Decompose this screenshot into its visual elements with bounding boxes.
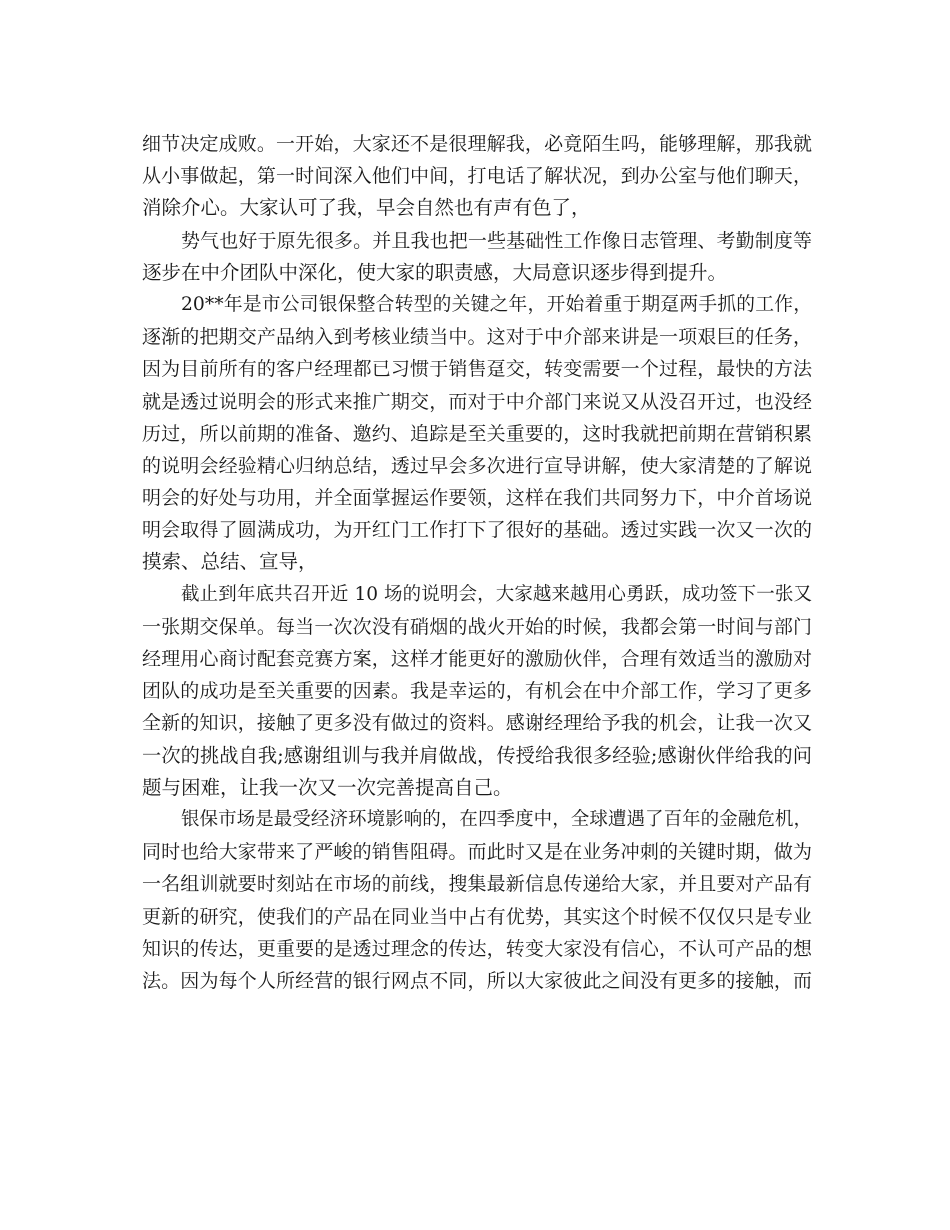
text-line: 的说明会经验精心归纳总结，透过早会多次进行宣导讲解，使大家清楚的了解说 xyxy=(142,454,812,477)
text-line: 就是透过说明会的形式来推广期交，而对于中介部门来说又从没召开过，也没经 xyxy=(142,390,812,413)
text-line: 明会的好处与功用，并全面掌握运作要领，这样在我们共同努力下，中介首场说 xyxy=(142,487,812,510)
text-line: 逐渐的把期交产品纳入到考核业绩当中。这对于中介部来讲是一项艰巨的任务， xyxy=(142,326,812,349)
text-line: 一张期交保单。每当一次次没有硝烟的战火开始的时候，我都会第一时间与部门 xyxy=(142,615,812,638)
text-line: 团队的成功是至关重要的因素。我是幸运的，有机会在中介部工作，学习了更多 xyxy=(142,680,812,703)
text-line: 明会取得了圆满成功，为开红门工作打下了很好的基础。透过实践一次又一次的 xyxy=(142,519,812,542)
text-line: 经理用心商讨配套竞赛方案，这样才能更好的激励伙伴，合理有效适当的激励对 xyxy=(142,648,812,670)
text-line: 细节决定成败。一开始，大家还不是很理解我，必竟陌生吗，能够理解，那我就 xyxy=(142,133,812,155)
text-line: 一次的挑战自我;感谢组训与我并肩做战，传授给我很多经验;感谢伙伴给我的问 xyxy=(142,743,812,767)
text-line: 20**年是市公司银保整合转型的关键之年，开始着重于期趸两手抓的工作， xyxy=(181,293,812,315)
text-line: 从小事做起，第一时间深入他们中间，打电话了解状况，到办公室与他们聊天， xyxy=(142,165,812,188)
text-line: 银保市场是最受经济环境影响的，在四季度中，全球遭遇了百年的金融危机， xyxy=(181,808,812,830)
text-line: 法。因为每个人所经营的银行网点不同，所以大家彼此之间没有更多的接触，而 xyxy=(142,969,812,992)
text-line: 历过，所以前期的准备、邀约、追踪是至关重要的，这时我就把前期在营销积累 xyxy=(142,422,812,445)
text-line: 截止到年底共召开近 10 场的说明会，大家越来越用心勇跃，成功签下一张又 xyxy=(181,583,812,605)
text-line: 一名组训就要时刻站在市场的前线，搜集最新信息传递给大家，并且要对产品有 xyxy=(142,873,812,896)
text-line: 题与困难，让我一次又一次完善提高自己。 xyxy=(142,775,513,799)
text-line: 更新的研究，使我们的产品在同业当中占有优势，其实这个时候不仅仅只是专业 xyxy=(142,905,812,928)
document-body xyxy=(142,128,812,997)
text-line: 摸索、总结、宣导， xyxy=(142,550,318,574)
text-line: 同时也给大家带来了严峻的销售阻碍。而此时又是在业务冲刺的关键时期，做为 xyxy=(142,841,812,864)
text-line: 全新的知识，接触了更多没有做过的资料。感谢经理给予我的机会，让我一次又 xyxy=(142,712,812,735)
text-line: 因为目前所有的客户经理都已习惯于销售趸交，转变需要一个过程，最快的方法 xyxy=(142,358,812,381)
text-line: 逐步在中介团队中深化，使大家的职责感，大局意识逐步得到提升。 xyxy=(142,260,728,284)
text-line: 势气也好于原先很多。并且我也把一些基础性工作像日志管理、考勤制度等 xyxy=(181,229,812,252)
text-line: 消除介心。大家认可了我，早会自然也有声有色了， xyxy=(142,196,591,220)
text-line: 知识的传达，更重要的是透过理念的传达，转变大家没有信心，不认可产品的想 xyxy=(142,937,812,960)
